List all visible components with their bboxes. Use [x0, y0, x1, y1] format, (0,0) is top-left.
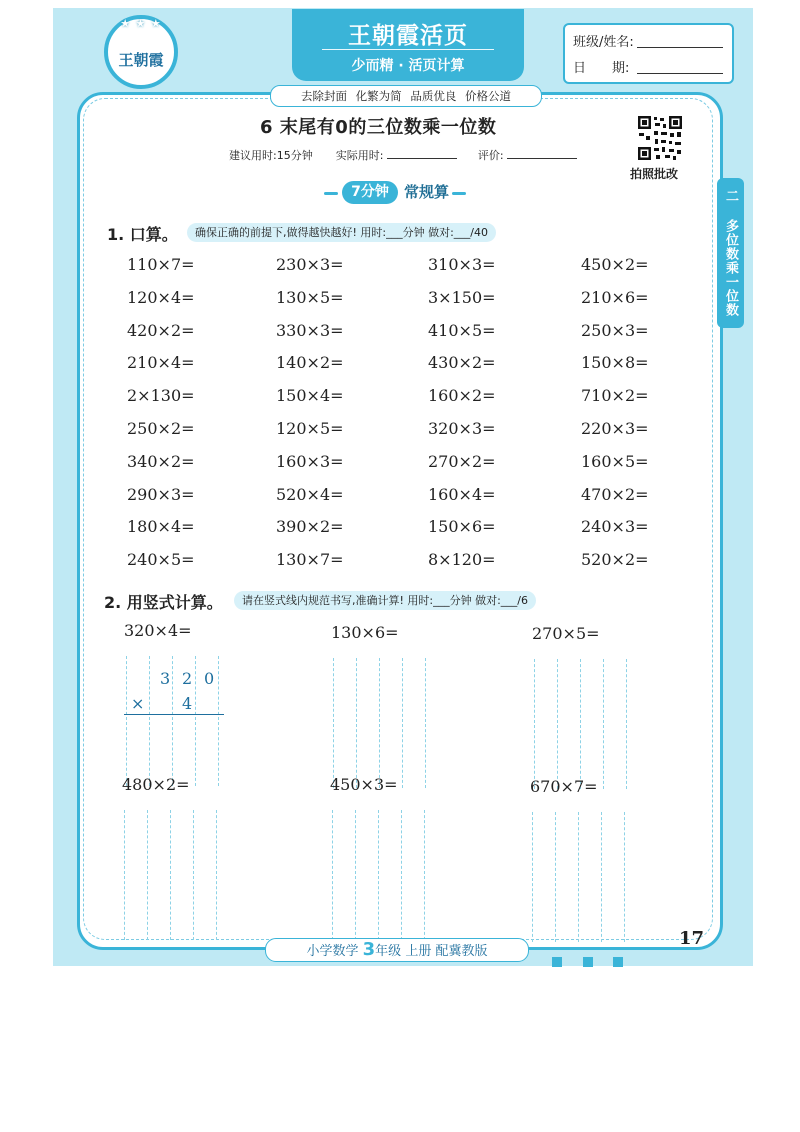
edge-tab-2: [583, 957, 593, 967]
footer-subject: 小学数学: [306, 944, 359, 959]
grid-line: [126, 656, 127, 786]
oral-problem: 210×6=: [581, 287, 649, 307]
oral-problem: 430×2=: [428, 353, 496, 373]
oral-problem: 220×3=: [581, 419, 649, 438]
badge-label: 常规算: [404, 183, 450, 201]
footer-grade-suffix: 年级: [375, 944, 402, 959]
oral-problem: 250×2=: [127, 419, 195, 438]
grid-line: [626, 659, 627, 789]
brand-divider: [322, 49, 494, 50]
grid-line: [147, 810, 148, 940]
class-name-field[interactable]: [637, 33, 723, 48]
grid-line: [402, 658, 403, 788]
oral-problem: 110×7=: [127, 255, 195, 274]
oral-problem: 150×8=: [581, 353, 649, 373]
oral-problem: 160×5=: [581, 451, 649, 471]
oral-problem: 250×3=: [581, 320, 649, 340]
oral-problem: 240×3=: [581, 517, 649, 537]
page-number: 17: [679, 928, 705, 949]
grid-line: [401, 810, 402, 940]
example-multiplier: 4: [182, 694, 193, 713]
slogan: 去除封面 化繁为简 品质优良 价格公道: [270, 85, 542, 107]
class-name-label: 班级/姓名:: [573, 35, 634, 50]
oral-problem: 290×3=: [127, 484, 195, 504]
grid-line: [532, 812, 533, 942]
edge-tab-3: [613, 957, 623, 967]
oral-problem: 330×3=: [276, 320, 344, 340]
badge-dash-left: [324, 192, 338, 195]
oral-problem: 210×4=: [127, 353, 195, 373]
oral-problem: 310×3=: [428, 255, 496, 274]
logo-stars: ★ ★ ★: [120, 17, 162, 30]
qr-code[interactable]: [636, 114, 684, 162]
oral-problem: 130×7=: [276, 550, 344, 570]
oral-problem: 120×4=: [127, 287, 195, 307]
grid-line: [425, 658, 426, 788]
vertical-problem: 670×7=: [530, 777, 598, 796]
oral-problem: 230×3=: [276, 255, 344, 274]
logo-text: 王朝霞: [118, 51, 164, 69]
oral-problem: 340×2=: [127, 451, 195, 471]
oral-problem: 520×2=: [581, 550, 649, 570]
grid-line: [578, 812, 579, 942]
footer-volume: 上册: [405, 944, 432, 959]
grid-line: [216, 810, 217, 940]
brand-subtitle: 少而精 · 活页计算: [351, 58, 465, 74]
oral-problem: 390×2=: [276, 517, 344, 537]
oral-problem: 8×120=: [428, 550, 496, 570]
oral-problem: 470×2=: [581, 484, 649, 504]
grid-line: [557, 659, 558, 789]
oral-problem: 180×4=: [127, 517, 195, 537]
suggested-time: 建议用时:15分钟: [229, 149, 313, 162]
time-badge: [322, 180, 468, 205]
grid-line: [356, 658, 357, 788]
vertical-problem: 450×3=: [330, 775, 398, 794]
grid-line: [355, 810, 356, 940]
vertical-problem: 480×2=: [122, 775, 190, 794]
example-underline: [124, 714, 224, 715]
grid-line: [378, 810, 379, 940]
example-digit-ones: 0: [204, 669, 215, 688]
lesson-meta: [229, 147, 577, 163]
vertical-writing-grid[interactable]: [332, 810, 432, 940]
oral-problem: 710×2=: [581, 386, 649, 406]
oral-problem: 130×5=: [276, 287, 344, 307]
section1-note: 确保正确的前提下,做得越快越好! 用时:___分钟 做对:___/40: [187, 223, 496, 242]
section2-note: 请在竖式线内规范书写,准确计算! 用时:___分钟 做对:___/6: [234, 591, 536, 610]
actual-time-label: 实际用时:: [335, 149, 384, 162]
evaluation-field[interactable]: [507, 147, 577, 159]
grid-line: [555, 812, 556, 942]
oral-problem: 320×3=: [428, 419, 496, 438]
grid-line: [332, 810, 333, 940]
oral-problem: 520×4=: [276, 484, 344, 504]
grid-line: [149, 656, 150, 786]
oral-problem: 160×4=: [428, 484, 496, 504]
date-field[interactable]: [637, 59, 723, 74]
section1-heading: 1. 口算。: [107, 225, 178, 244]
badge-minutes: 7分钟: [342, 181, 398, 204]
actual-time-field[interactable]: [387, 147, 457, 159]
oral-problem: 150×6=: [428, 517, 496, 537]
student-info-box: [563, 23, 734, 84]
example-times-sign: ×: [131, 694, 145, 713]
footer-label: [265, 938, 529, 962]
brand-banner: [292, 9, 524, 81]
grid-line: [193, 810, 194, 940]
brand-title: 王朝霞活页: [348, 23, 468, 49]
oral-problem: 120×5=: [276, 419, 344, 438]
grid-line: [624, 812, 625, 942]
example-digit-tens: 2: [182, 669, 193, 688]
oral-problem: 140×2=: [276, 353, 344, 373]
oral-problem: 150×4=: [276, 386, 344, 406]
footer-edition: 配冀教版: [435, 944, 488, 959]
grid-line: [333, 658, 334, 788]
unit-side-tab: 二 多位数乘一位数: [717, 178, 744, 328]
date-label: 日 期:: [573, 61, 630, 76]
grid-line: [601, 812, 602, 942]
grid-line: [534, 659, 535, 789]
grid-line: [195, 656, 196, 786]
vertical-problem: 130×6=: [331, 623, 399, 642]
oral-problem: 160×2=: [428, 386, 496, 406]
brand-logo: [104, 15, 178, 89]
qr-label: 拍照批改: [630, 167, 679, 181]
grid-line: [580, 659, 581, 789]
grid-line: [170, 810, 171, 940]
grid-line: [172, 656, 173, 786]
oral-problem: 160×3=: [276, 451, 344, 471]
footer-grade-number: 3: [362, 939, 376, 960]
lesson-title: 6 末尾有0的三位数乘一位数: [260, 117, 497, 138]
oral-problem: 270×2=: [428, 451, 496, 471]
section2-heading: 2. 用竖式计算。: [104, 593, 223, 612]
vertical-problem: 270×5=: [532, 624, 600, 643]
oral-problem: 450×2=: [581, 255, 649, 274]
edge-tab-1: [552, 957, 562, 967]
oral-problem: 240×5=: [127, 550, 195, 570]
vertical-writing-grid[interactable]: [534, 659, 634, 789]
evaluation-label: 评价:: [477, 149, 504, 162]
grid-line: [603, 659, 604, 789]
grid-line: [424, 810, 425, 940]
oral-problem: 420×2=: [127, 320, 195, 340]
grid-line: [218, 656, 219, 786]
oral-problem: 410×5=: [428, 320, 496, 340]
oral-problem: 2×130=: [127, 386, 195, 406]
example-digit-hundreds: 3: [160, 669, 171, 688]
grid-line: [379, 658, 380, 788]
date-row: [573, 57, 629, 77]
vertical-problem: 320×4=: [124, 621, 192, 640]
grid-line: [124, 810, 125, 940]
oral-problem: 3×150=: [428, 287, 496, 307]
badge-dash-right: [452, 192, 466, 195]
vertical-writing-grid[interactable]: [333, 658, 433, 788]
vertical-writing-grid[interactable]: [124, 810, 224, 940]
class-name-row: [573, 31, 634, 51]
vertical-writing-grid[interactable]: [532, 812, 632, 942]
